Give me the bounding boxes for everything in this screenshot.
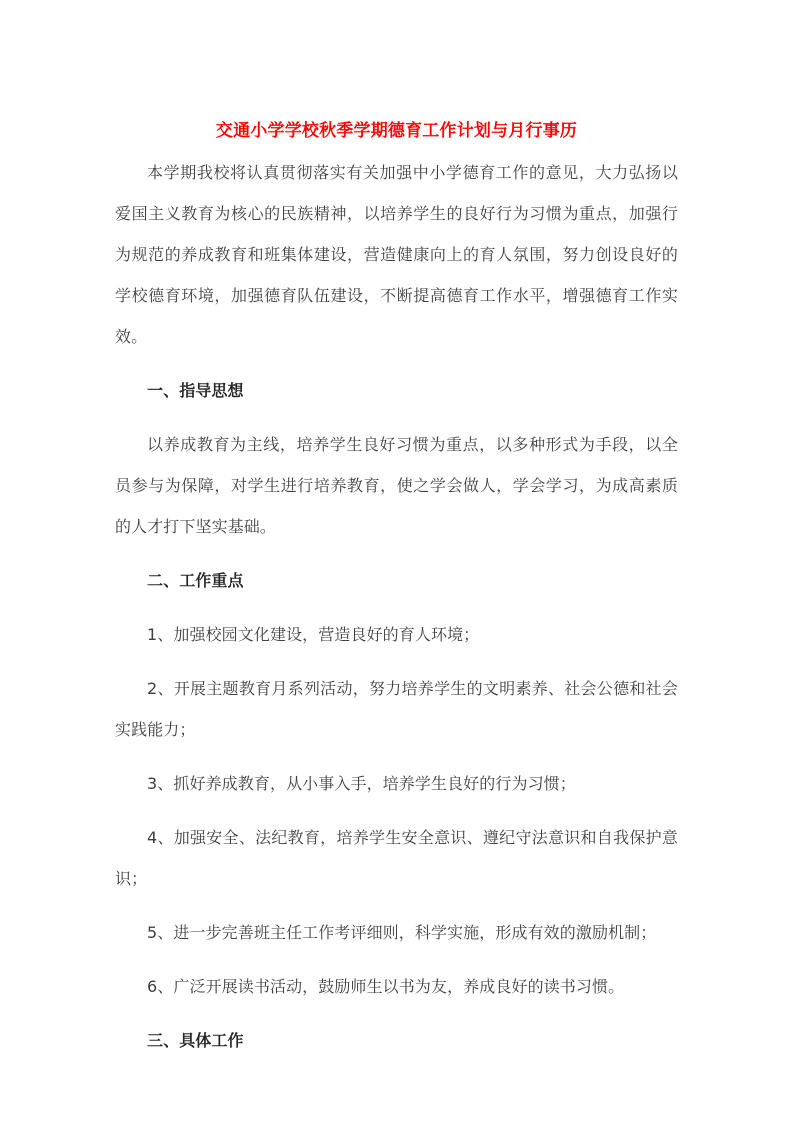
work-item-6: 6、广泛开展读书活动，鼓励师生以书为友，养成良好的读书习惯。 xyxy=(147,977,625,996)
guiding-thought-paragraph: 以养成教育为主线，培养学生良好习惯为重点，以多种形式为手段，以全员参与为保障，对学生进行培养教育，使之学会做人，学会学习，为成高素质的人才打下坚实基础。 xyxy=(115,435,678,536)
section-heading-guiding-thought: 一、指导思想 xyxy=(147,381,244,400)
work-item-5: 5、进一步完善班主任工作考评细则，科学实施，形成有效的激励机制； xyxy=(147,923,657,942)
section-heading-specific-work: 三、具体工作 xyxy=(147,1031,244,1050)
document-title: 交通小学学校秋季学期德育工作计划与月行事历 xyxy=(215,121,578,141)
work-item-2: 2、开展主题教育月系列活动，努力培养学生的文明素养、社会公德和社会实践能力； xyxy=(115,679,678,739)
work-item-4: 4、加强安全、法纪教育，培养学生安全意识、遵纪守法意识和自我保护意识； xyxy=(115,828,678,888)
section-heading-work-priorities: 二、工作重点 xyxy=(147,571,244,590)
intro-paragraph: 本学期我校将认真贯彻落实有关加强中小学德育工作的意见，大力弘扬以爱国主义教育为核心的民族精神，以培养学生的良好行为习惯为重点，加强行为规范的养成教育和班集体建设，营造健康向上的育人氛围，努力创设良好的学校德育环境，加强德育队伍建设，不断提高德育工作水平，增强德育工作实效。 xyxy=(115,163,678,346)
work-item-3: 3、抓好养成教育，从小事入手，培养学生良好的行为习惯； xyxy=(147,774,576,793)
work-item-1: 1、加强校园文化建设，营造良好的育人环境； xyxy=(147,625,480,644)
